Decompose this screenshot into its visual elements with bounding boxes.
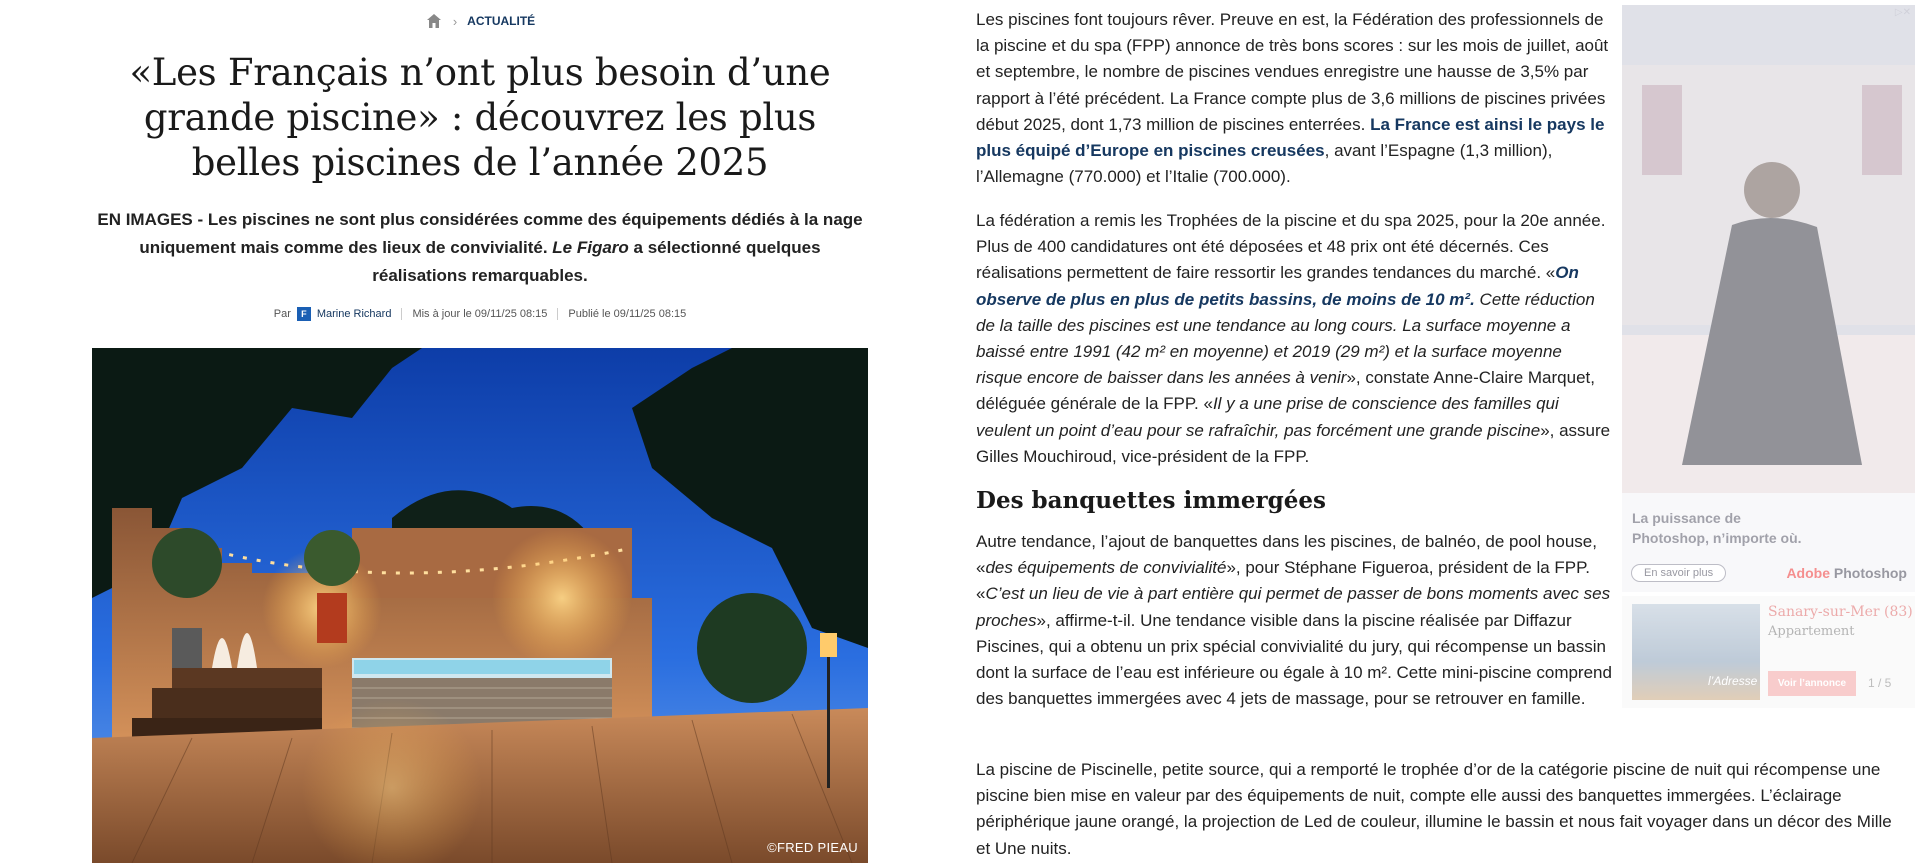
ad-carousel-pager: 1 / 5 [1868,676,1892,690]
home-icon[interactable] [425,12,443,30]
advertisement-real-estate[interactable] [1622,596,1915,708]
paragraph [976,208,1612,470]
ad-title [1632,508,1802,548]
author-logo-icon: F [297,307,311,321]
ad-title-line: Photoshop, n’importe où. [1632,530,1802,546]
paragraph-text: Autre tendance, l’ajout de banquettes dans les piscines, de balnéo, de pool house, « [976,532,1597,578]
advertisement-photoshop[interactable] [1622,5,1915,592]
paragraph-italic: Cette réduction de la taille des piscines est une tendance au long cours. La surface moyenne a baissé entre 1991 (42 m² en moyenne) et 2019 (29 m²) et la surface moyenne risque encore de baisser dans les années à venir [976,289,1595,388]
paragraph-text: », pour Stéphane Figueroa, président de la FPP. « [976,558,1590,604]
paragraph [976,529,1612,712]
standfirst-label: EN IMAGES - [97,210,204,229]
paragraph-italic: Il y a une prise de conscience des familles qui veulent un point d’eau pour se rafraîchir, pas forcément une grande piscine [976,394,1559,440]
paragraph-italic: des équipements de convivialité [985,558,1227,578]
paragraph-italic: C’est un lieu de vie à part entière qui permet de passer de bons moments avec ses proches [976,584,1611,630]
article-standfirst [92,206,868,290]
paragraph-text: Les piscines font toujours rêver. Preuve en est, la Fédération des professionnels de la piscine et du spa (FPP) annonce de très bons scores : sur les mois de juillet, août et septembre, le nombre de piscines vendues enregistre une hausse de 3,5% par rapport à l’été précédent. La France compte plus de 3,6 millions de piscines privées début 2025, dont 1,73 million de piscines enterrées. [976,10,1609,134]
standfirst-italic: Le Figaro [552,238,629,257]
breadcrumb-section-link[interactable]: ACTUALITÉ [467,14,536,28]
ad-brand-product: Photoshop [1830,565,1907,581]
paragraph [976,7,1612,190]
paragraph: La piscine de Piscinelle, petite source, qui a remporté le trophée d’or de la catégorie piscine de nuit qui récompense une piscine bien mise en valeur par des équipements de nuit, compte elle aussi des banquettes immergées. L’éclairage périphérique jaune orangé, la projection de Led de couleur, illumine le bassin et nous fait voyager dans un décor des Mille et Une nuits. [976,760,1892,858]
ad-photo [1622,5,1915,493]
meta-divider [401,308,402,320]
section-heading: Des banquettes immergées [976,487,1326,514]
ad-brand-adobe: Adobe [1786,565,1830,581]
inline-link[interactable]: La France est ainsi le pays le plus équipé d’Europe en piscines creusées [976,114,1605,161]
paragraph-text: », assure Gilles Mouchiroud, vice-président de la FPP. [976,420,1611,466]
meta-divider [557,308,558,320]
ad-learn-more-button[interactable]: En savoir plus [1631,564,1726,582]
ad-listing-place: Sanary-sur-Mer (83) [1768,604,1913,620]
ad-title-line: La puissance de [1632,510,1741,526]
paragraph-text: », affirme-t-il. Une tendance visible dans la piscine réalisée par Diffazur Piscines, qui a obtenu un prix spécial convivialité du jury, qui récompense un bassin dont la surface de l’eau est inférieure ou égale à 10 m². Cette mini-piscine comprend des banquettes immergées avec 4 jets de massage, pour se retrouver en famille. [976,610,1612,709]
byline-prefix: Par [273,308,291,320]
standfirst-text-2: a sélectionné quelques réalisations remarquables. [372,238,821,285]
published-date: Publié le 09/11/25 08:15 [568,308,687,320]
page-title: «Les Français n’ont plus besoin d’une grande piscine» : découvrez les plus belles piscines de l’année 2025 [129,51,831,184]
article-meta [92,307,868,321]
ad-logo: l’Adresse [1708,674,1758,688]
breadcrumb [92,12,868,30]
updated-date: Mis à jour le 09/11/25 08:15 [412,308,548,320]
paragraph-text: », constate Anne-Claire Marquet, déléguée générale de la FPP. « [976,368,1595,414]
inline-link[interactable]: On observe de plus en plus de petits bassins, de moins de 10 m². [976,263,1579,309]
standfirst-text-1: Les piscines ne sont plus considérées comme des équipements dédiés à la nage uniquement mais comme des lieux de convivialité. [139,210,863,257]
paragraph-text: La fédération a remis les Trophées de la piscine et du spa 2025, pour la 20e année. Plus de 400 candidatures ont été déposées et 48 prix ont été décernés. Ces réalisations permettent de faire ressortir les grandes tendances du marché. « [976,211,1606,283]
ad-view-listing-button[interactable]: Voir l’annonce [1768,671,1856,696]
ad-listing-type: Appartement [1768,624,1855,639]
paragraph-text: , avant l’Espagne (1,3 million), l’Allemagne (770.000) et l’Italie (700.000). [976,141,1553,187]
author-link[interactable]: Marine Richard [316,308,392,320]
article-header [92,0,868,863]
ad-brand-logo [1786,565,1907,581]
adchoices-icon[interactable]: ▷✕ [1894,7,1911,18]
hero-image[interactable] [92,348,868,863]
photo-credit: ©FRED PIEAU [767,840,858,855]
chevron-right-icon: › [452,13,458,29]
